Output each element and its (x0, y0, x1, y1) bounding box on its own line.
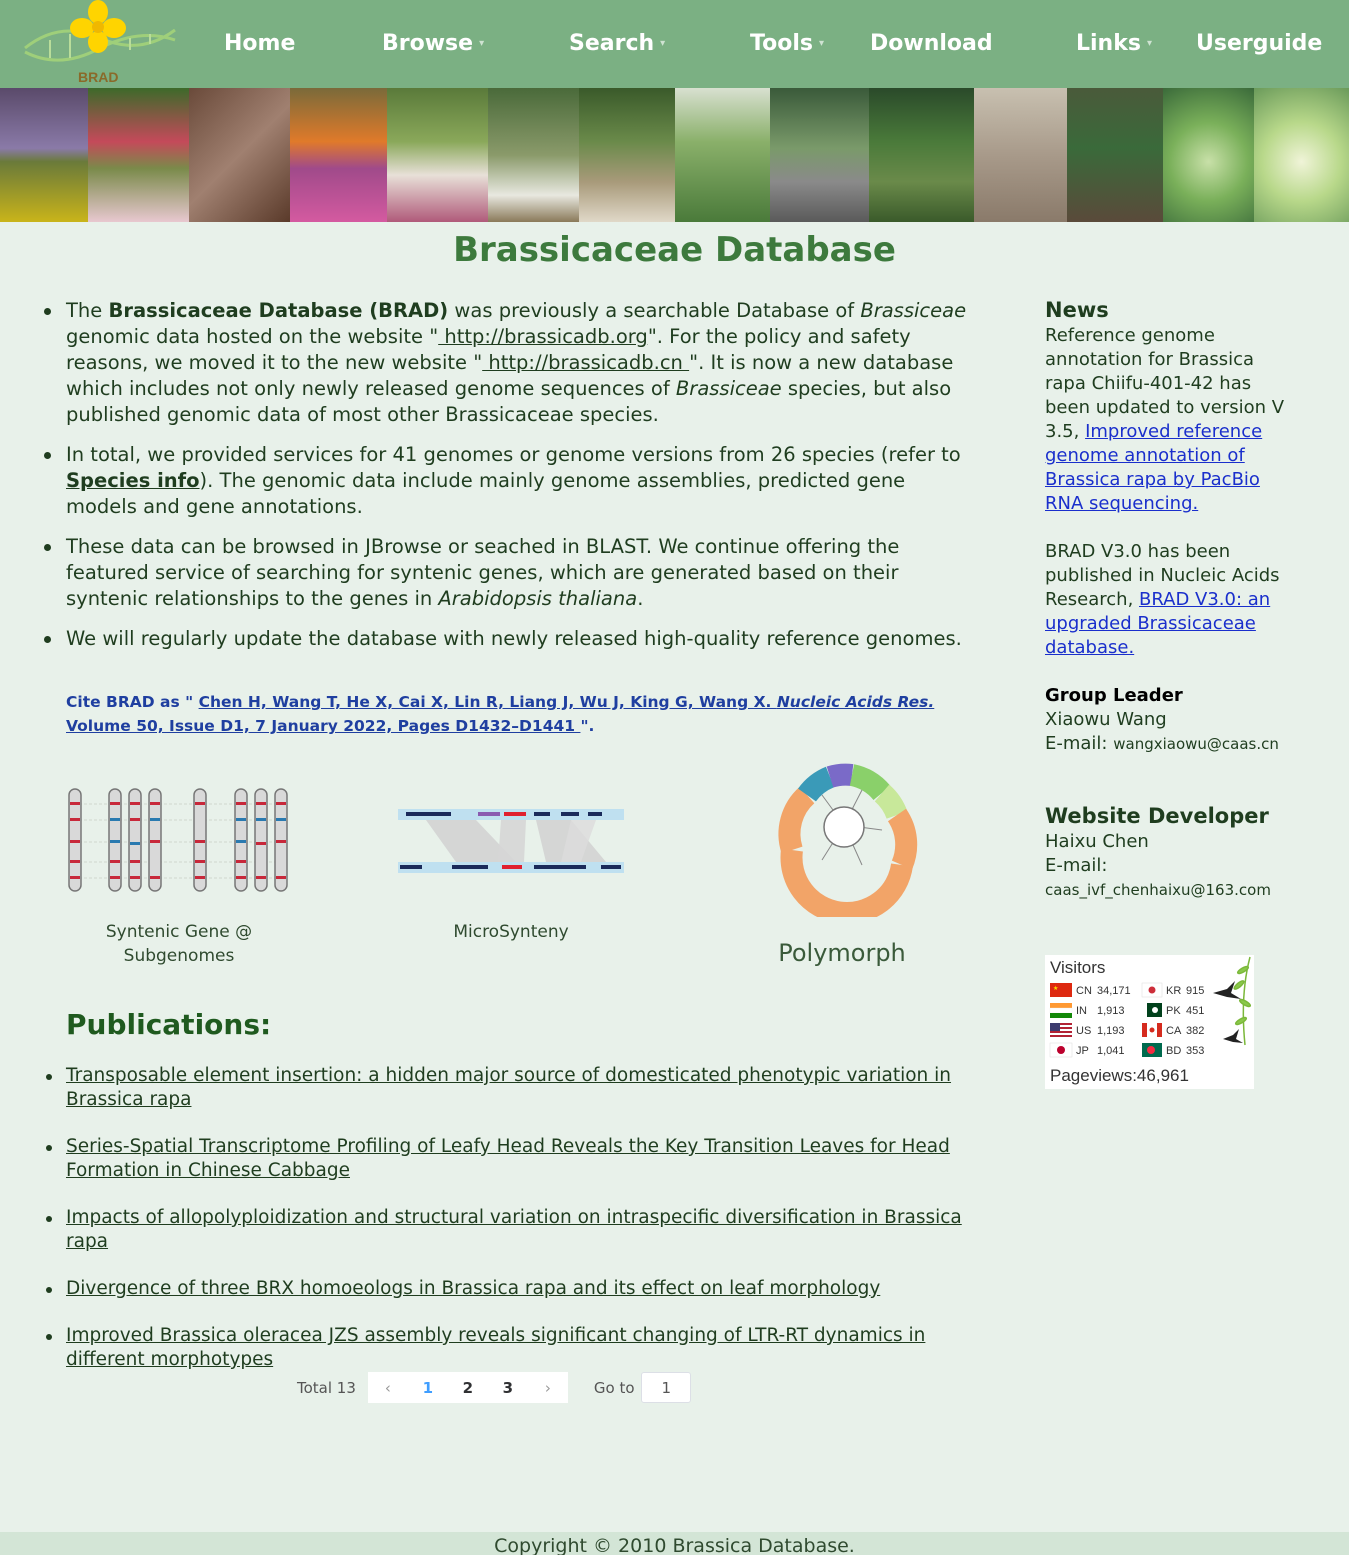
news-link-brad-v3[interactable]: BRAD V3.0: an upgraded Brassicaceae database. (1045, 589, 1271, 658)
publication-link[interactable]: Impacts of allopolyploidization and structural variation on intraspecific diversification in Brassica rapa (66, 1207, 962, 1252)
polymorph-tree-icon (752, 755, 932, 917)
svg-text:915: 915 (1186, 985, 1205, 997)
publication-item (40, 1206, 970, 1254)
old-site-link[interactable]: http://brassicadb.org (438, 325, 648, 348)
species-info-link[interactable]: Species info (66, 469, 200, 492)
intro-paragraph: These data can be browsed in JBrowse or seached in BLAST. We continue offering the featured service of searching for syntenic genes, which are generated based on their syntenic relationships to the genes in Arabidopsis thaliana. (40, 534, 970, 612)
publication-link[interactable]: Improved Brassica oleracea JZS assembly reveals significant changing of LTR-RT dynamics in different morphotypes (66, 1325, 926, 1370)
goto-page-input[interactable] (641, 1372, 691, 1403)
top-navigation-bar (0, 0, 1349, 88)
syntenic-gene-label: Syntenic Gene @ Subgenomes (105, 922, 253, 966)
syntenic-gene-feature[interactable] (60, 780, 298, 968)
chevron-down-icon: ▾ (818, 38, 824, 49)
banner-photo (488, 88, 579, 222)
banner-photo (290, 88, 387, 222)
intro-paragraph: In total, we provided services for 41 genomes or genome versions from 26 species (refer to Species info). The genomic data include mainly genome assemblies, predicted gene models and gene annotations. (40, 442, 970, 520)
svg-text:KR: KR (1166, 985, 1182, 997)
svg-text:353: 353 (1186, 1045, 1205, 1057)
citation-link[interactable]: Chen H, Wang T, He X, Cai X, Lin R, Liang J, Wu J, King G, Wang X. Nucleic Acids Res. Volume 50, Issue D1, 7 January 2022, Pages D1432–D1441 (66, 693, 935, 735)
banner-photo (1067, 88, 1163, 222)
subgenome-chromosomes-icon (60, 780, 298, 898)
intro-paragraph: We will regularly update the database with newly released high-quality reference genomes. (40, 626, 970, 652)
banner-photo (770, 88, 869, 222)
nav-home[interactable]: Home (224, 31, 296, 56)
developer-heading: Website Developer (1045, 804, 1269, 828)
chevron-down-icon: ▾ (479, 38, 485, 49)
nav-browse[interactable]: Browse ▾ (382, 26, 484, 62)
svg-text:1,193: 1,193 (1097, 1025, 1125, 1037)
svg-text:CN: CN (1076, 985, 1092, 997)
plant-photo-banner (0, 88, 1349, 222)
banner-photo (88, 88, 189, 222)
pagination-total: Total 13 (297, 1378, 356, 1397)
nav-download[interactable]: Download (870, 31, 993, 56)
microsynteny-feature[interactable] (396, 800, 626, 944)
banner-photo (387, 88, 488, 222)
publication-item (40, 1135, 970, 1183)
developer-email-label: E-mail: (1045, 855, 1108, 876)
svg-text:451: 451 (1186, 1005, 1205, 1017)
svg-text:CA: CA (1166, 1025, 1182, 1037)
publications-heading: Publications: (66, 1008, 272, 1041)
next-page-button[interactable]: › (544, 1378, 551, 1397)
chevron-down-icon: ▾ (660, 38, 666, 49)
nav-userguide[interactable]: Userguide (1196, 31, 1323, 56)
svg-text:★: ★ (1053, 986, 1059, 992)
polymorph-feature[interactable] (752, 755, 932, 965)
news-item: Reference genome annotation for Brassica rapa Chiifu-401-42 has been updated to version V 3.5, Improved reference genome annotation of Brassica rapa by PacBio RNA sequencing. (1045, 325, 1285, 514)
publications-list (40, 1064, 970, 1395)
banner-photo (974, 88, 1067, 222)
publication-item (40, 1324, 970, 1372)
banner-photo (579, 88, 675, 222)
goto-page (594, 1372, 691, 1403)
goto-label: Go to (593, 1378, 635, 1397)
svg-text:JP: JP (1076, 1045, 1089, 1057)
group-leader-name: Xiaowu Wang (1045, 709, 1167, 730)
page-3-button[interactable]: 3 (502, 1378, 514, 1397)
svg-text:US: US (1076, 1025, 1092, 1037)
intro-list (40, 298, 970, 666)
footer-copyright: Copyright © 2010 Brassica Database. (0, 1532, 1349, 1555)
publication-item (40, 1277, 970, 1301)
new-site-link[interactable]: http://brassicadb.cn (482, 351, 690, 374)
svg-text:34,171: 34,171 (1097, 985, 1131, 997)
developer-email: caas_ivf_chenhaixu@163.com (1045, 881, 1271, 899)
svg-text:382: 382 (1186, 1025, 1205, 1037)
svg-text:PK: PK (1166, 1005, 1181, 1017)
microsynteny-label: MicroSynteny (453, 922, 569, 942)
prev-page-button[interactable]: ‹ (384, 1378, 391, 1397)
publication-item (40, 1064, 970, 1112)
news-link-annotation[interactable]: Improved reference genome annotation of Brassica rapa by PacBio RNA sequencing. (1045, 421, 1263, 514)
group-leader-heading: Group Leader (1045, 685, 1183, 706)
svg-text:BD: BD (1166, 1045, 1182, 1057)
publication-link[interactable]: Divergence of three BRX homoeologs in Brassica rapa and its effect on leaf morphology (66, 1278, 881, 1299)
nav-tools[interactable]: Tools ▾ (750, 26, 824, 62)
sidebar (1045, 296, 1285, 902)
svg-text:Visitors: Visitors (1050, 958, 1106, 977)
pagination (297, 1372, 691, 1403)
svg-text:BRAD: BRAD (78, 69, 119, 85)
polymorph-label: Polymorph (778, 939, 906, 967)
banner-photo (675, 88, 770, 222)
news-heading: News (1045, 298, 1109, 322)
citation: Cite BRAD as " Chen H, Wang T, He X, Cai X, Lin R, Liang J, Wu J, King G, Wang X. Nucleic Acids Res. Volume 50, Issue D1, 7 January 2022, Pages D1432–D1441 ". (66, 693, 935, 735)
brad-logo[interactable] (20, 0, 180, 88)
banner-photo (869, 88, 974, 222)
publication-link[interactable]: Transposable element insertion: a hidden major source of domesticated phenotypic variation in Brassica rapa (66, 1065, 952, 1110)
banner-photo (1163, 88, 1254, 222)
visitor-counter-graphic (1045, 955, 1254, 1089)
nav-search[interactable]: Search ▾ (569, 26, 665, 62)
svg-text:1,913: 1,913 (1097, 1005, 1125, 1017)
svg-text:1,041: 1,041 (1097, 1045, 1125, 1057)
publication-link[interactable]: Series-Spatial Transcriptome Profiling of Leafy Head Reveals the Key Transition Leaves for Head Formation in Chinese Cabbage (66, 1136, 950, 1181)
svg-text:Pageviews:46,961: Pageviews:46,961 (1050, 1066, 1189, 1085)
banner-photo (0, 88, 88, 222)
group-leader-email: E-mail: wangxiaowu@caas.cn (1045, 733, 1279, 754)
banner-photo (189, 88, 290, 222)
page-2-button[interactable]: 2 (462, 1378, 474, 1397)
news-item: BRAD V3.0 has been published in Nucleic Acids Research, BRAD V3.0: an upgraded Brassicaceae database. (1045, 541, 1280, 658)
nav-links[interactable]: Links ▾ (1076, 26, 1152, 62)
visitor-counter[interactable] (1045, 955, 1254, 1089)
banner-photo (1254, 88, 1349, 222)
microsynteny-icon (396, 800, 626, 880)
svg-text:IN: IN (1076, 1005, 1087, 1017)
brad-logo-icon (20, 0, 180, 88)
chevron-down-icon: ▾ (1146, 38, 1152, 49)
page-1-button[interactable]: 1 (422, 1378, 434, 1397)
pagination-pages (368, 1372, 568, 1403)
developer-name: Haixu Chen (1045, 831, 1149, 852)
page-title: Brassicaceae Database (453, 230, 896, 270)
intro-paragraph: The Brassicaceae Database (BRAD) was previously a searchable Database of Brassiceae genomic data hosted on the website " http://brassicadb.org". For the policy and safety reasons, we moved it to the new website " http://brassicadb.cn ". It is now a new database which includes not only newly released genome sequences of Brassiceae species, but also published genomic data of most other Brassicaceae species. (40, 298, 970, 428)
